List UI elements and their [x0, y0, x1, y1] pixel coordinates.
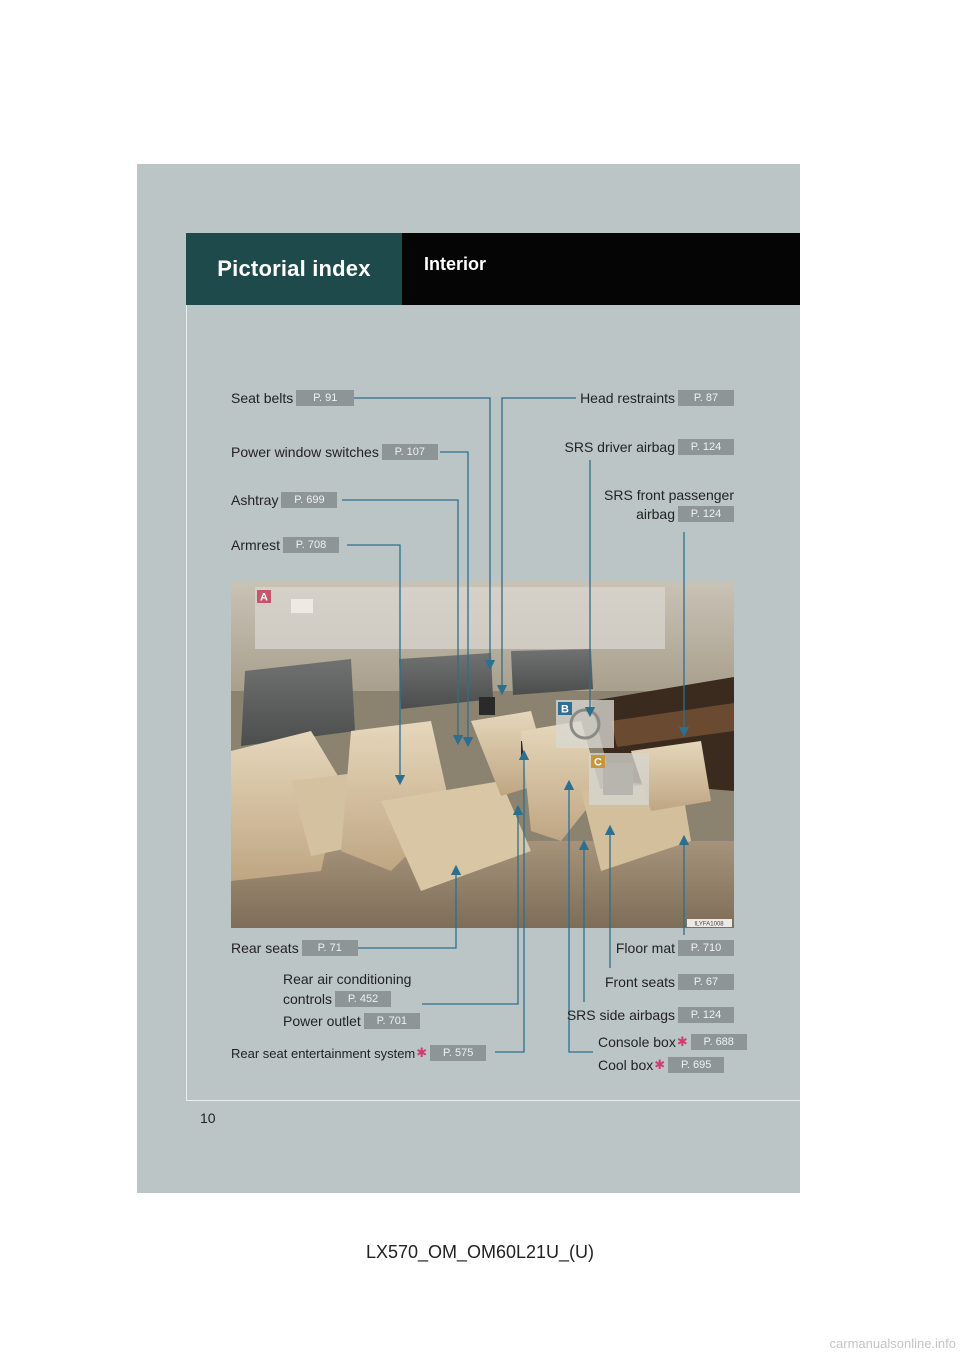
page-ref-tag[interactable]: P. 124	[678, 439, 734, 455]
callout-label: SRS driver airbag	[564, 439, 675, 455]
page-ref-tag[interactable]: P. 71	[302, 940, 358, 956]
callout-cool-box	[598, 1056, 724, 1074]
subsection-title: Interior	[424, 253, 487, 274]
callout-rear-seats	[231, 939, 358, 957]
optional-asterisk-icon: ✱	[676, 1034, 688, 1049]
callout-armrest	[231, 536, 339, 554]
svg-text:ILYFA1008: ILYFA1008	[694, 921, 724, 928]
page-ref-tag[interactable]: P. 87	[678, 390, 734, 406]
callout-ashtray	[231, 491, 337, 509]
callout-label: Cool box	[598, 1057, 654, 1073]
callout-floor-mat	[616, 939, 734, 957]
callout-srs-front-passenger-line1: SRS front passenger	[604, 487, 734, 503]
svg-text:B: B	[561, 703, 569, 716]
watermark: carmanualsonline.info	[829, 1336, 956, 1351]
callout-srs-driver	[565, 438, 735, 456]
callout-rear-air-line1: Rear air conditioning	[283, 971, 412, 987]
marker-a	[257, 590, 271, 604]
callout-power-window	[231, 443, 438, 461]
callout-label: Armrest	[231, 537, 280, 553]
callout-label: Rear seats	[231, 940, 299, 956]
callout-label: SRS side airbags	[566, 1007, 675, 1023]
callout-console-box	[598, 1033, 747, 1051]
interior-photo	[231, 581, 734, 928]
callout-front-seats	[605, 973, 734, 991]
callout-label: Seat belts	[231, 390, 294, 406]
page-number: 10	[200, 1110, 216, 1126]
callout-label: controls	[283, 991, 333, 1007]
callout-head-restraints	[580, 389, 734, 407]
section-title: Pictorial index	[186, 233, 402, 305]
page-ref-tag[interactable]: P. 107	[382, 444, 438, 460]
page-ref-tag[interactable]: P. 67	[678, 974, 734, 990]
page-header	[186, 233, 800, 305]
callout-label: Rear seat entertainment system	[231, 1045, 416, 1061]
callout-power-outlet	[283, 1012, 420, 1030]
callout-label: Head restraints	[580, 390, 675, 406]
page-ref-tag[interactable]: P. 701	[364, 1013, 420, 1029]
callout-label: Ashtray	[231, 492, 279, 508]
callout-label: Floor mat	[615, 940, 675, 956]
page-ref-tag[interactable]: P. 699	[281, 492, 337, 508]
callout-srs-side	[567, 1006, 734, 1024]
callout-label: Power window switches	[231, 444, 379, 460]
marker-b	[558, 702, 572, 716]
callout-rear-entertainment	[231, 1044, 486, 1062]
callout-label: Front seats	[604, 974, 675, 990]
callout-label: Console box	[598, 1034, 676, 1050]
page-ref-tag[interactable]: P. 124	[678, 1007, 734, 1023]
svg-text:C: C	[594, 756, 602, 769]
callout-srs-front-passenger	[636, 505, 734, 523]
page-ref-tag[interactable]: P. 91	[296, 390, 354, 406]
callout-label: Power outlet	[283, 1013, 361, 1029]
page-ref-tag[interactable]: P. 575	[430, 1045, 486, 1061]
page-ref-tag[interactable]: P. 695	[668, 1057, 724, 1073]
inset-a	[255, 587, 665, 649]
callout-label: airbag	[636, 506, 675, 522]
callout-rear-air	[283, 990, 391, 1008]
page-ref-tag[interactable]: P. 710	[678, 940, 734, 956]
optional-asterisk-icon: ✱	[654, 1057, 666, 1072]
image-code	[687, 919, 732, 928]
page-ref-tag[interactable]: P. 708	[283, 537, 339, 553]
page-ref-tag[interactable]: P. 452	[335, 991, 391, 1007]
page-ref-tag[interactable]: P. 688	[691, 1034, 747, 1050]
marker-c	[591, 755, 605, 769]
svg-text:A: A	[260, 591, 268, 604]
optional-asterisk-icon: ✱	[416, 1045, 428, 1060]
document-code: LX570_OM_OM60L21U_(U)	[365, 1242, 595, 1262]
page-ref-tag[interactable]: P. 124	[678, 506, 734, 522]
callout-seat-belts	[231, 389, 354, 407]
